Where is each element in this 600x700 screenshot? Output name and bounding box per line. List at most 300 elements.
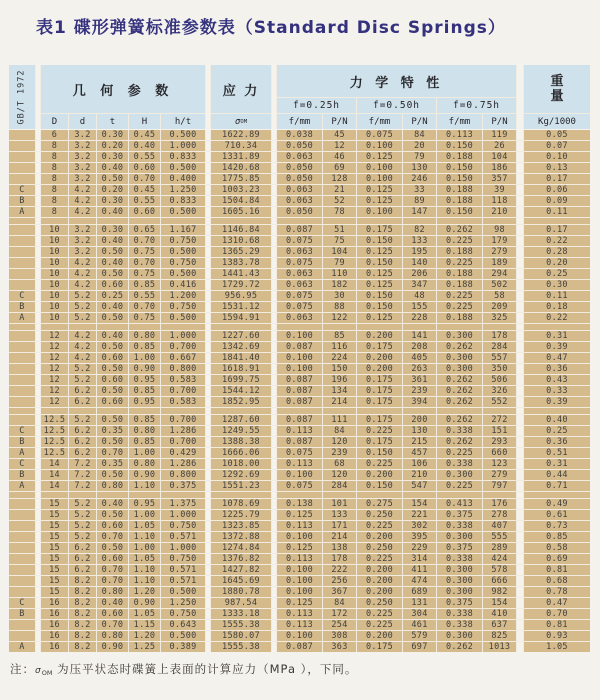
data-cell: 0.44: [524, 470, 590, 480]
data-cell: 256: [323, 576, 356, 586]
separator-cell: [211, 218, 271, 224]
data-cell: 0.40: [97, 499, 128, 509]
data-cell: 78: [323, 207, 356, 217]
grade-cell: [9, 225, 35, 235]
data-cell: 134: [323, 386, 356, 396]
gutter: [517, 163, 523, 173]
data-cell: 0.50: [97, 342, 128, 352]
separator-cell: [97, 492, 128, 498]
data-cell: 0.338: [437, 521, 482, 531]
separator-cell: [437, 218, 482, 224]
gutter: [206, 258, 210, 268]
data-cell: 710.34: [211, 141, 271, 151]
data-cell: 84: [323, 598, 356, 608]
data-cell: 12: [41, 375, 68, 385]
data-cell: 0.78: [524, 587, 590, 597]
separator-cell: [129, 324, 160, 330]
data-cell: 0.050: [277, 174, 322, 184]
data-cell: 10: [41, 302, 68, 312]
data-cell: 0.17: [524, 225, 590, 235]
data-cell: 0.175: [357, 397, 402, 407]
data-cell: 4.2: [69, 331, 96, 341]
data-cell: 0.47: [524, 353, 590, 363]
data-cell: 147: [403, 207, 436, 217]
data-cell: 0.583: [161, 375, 205, 385]
data-cell: 0.85: [129, 437, 160, 447]
data-cell: 0.400: [161, 174, 205, 184]
gutter: [206, 196, 210, 206]
data-cell: 0.71: [524, 481, 590, 491]
gutter: [206, 620, 210, 630]
data-cell: 555: [483, 532, 516, 542]
gutter: [272, 152, 276, 162]
data-cell: 0.338: [437, 609, 482, 619]
data-cell: 5.2: [69, 375, 96, 385]
data-cell: 0.113: [277, 521, 322, 531]
data-cell: 210: [483, 207, 516, 217]
data-cell: 4.2: [69, 258, 96, 268]
data-cell: 1.286: [161, 459, 205, 469]
data-cell: 111: [323, 415, 356, 425]
gutter: [36, 576, 40, 586]
data-cell: 0.200: [357, 565, 402, 575]
separator-cell: [524, 218, 590, 224]
data-cell: 697: [403, 642, 436, 652]
data-cell: 0.40: [97, 207, 128, 217]
data-cell: 210: [403, 470, 436, 480]
data-cell: 0.95: [129, 499, 160, 509]
data-cell: 10: [41, 247, 68, 257]
gutter: [36, 196, 40, 206]
data-cell: 0.60: [97, 609, 128, 619]
data-cell: 1645.69: [211, 576, 271, 586]
data-cell: 294: [483, 269, 516, 279]
data-cell: 405: [403, 353, 436, 363]
grade-cell: C: [9, 598, 35, 608]
data-cell: 75: [323, 236, 356, 246]
data-cell: 0.188: [437, 247, 482, 257]
data-cell: 0.300: [437, 532, 482, 542]
data-cell: 0.50: [97, 415, 128, 425]
table-header: [9, 65, 590, 129]
data-cell: 0.55: [129, 196, 160, 206]
data-cell: 12: [41, 331, 68, 341]
gutter: [36, 152, 40, 162]
data-cell: 1594.91: [211, 313, 271, 323]
gutter: [517, 543, 523, 553]
data-cell: 1013: [483, 642, 516, 652]
data-cell: 0.125: [277, 543, 322, 553]
data-cell: 5.2: [69, 291, 96, 301]
data-cell: 0.30: [97, 196, 128, 206]
data-cell: 26: [483, 141, 516, 151]
data-cell: 208: [403, 342, 436, 352]
gutter: [36, 426, 40, 436]
column-header-p-n-2: P/N: [403, 114, 436, 129]
gutter: [517, 386, 523, 396]
data-cell: 1.375: [161, 499, 205, 509]
data-cell: 0.200: [357, 470, 402, 480]
data-cell: 4.2: [69, 342, 96, 352]
data-cell: 825: [483, 631, 516, 641]
data-cell: 0.100: [277, 587, 322, 597]
data-cell: 15: [41, 565, 68, 575]
data-cell: 0.40: [97, 236, 128, 246]
data-cell: 0.175: [357, 342, 402, 352]
data-cell: 6.2: [69, 543, 96, 553]
data-cell: 1.000: [161, 510, 205, 520]
data-cell: 246: [403, 174, 436, 184]
table-body: [9, 130, 590, 652]
data-cell: 0.188: [437, 152, 482, 162]
grade-cell: B: [9, 196, 35, 206]
data-cell: 1.10: [129, 532, 160, 542]
data-cell: 284: [323, 481, 356, 491]
data-cell: 5.2: [69, 521, 96, 531]
gutter: [272, 207, 276, 217]
footnote: 注：$\sigma_{OM}$ 为压平状态时碟簧上表面的计算应力（MPa ），下同。: [10, 662, 358, 677]
data-cell: 0.500: [161, 247, 205, 257]
gutter: [36, 470, 40, 480]
data-cell: 1420.68: [211, 163, 271, 173]
gutter: [206, 598, 210, 608]
gutter: [36, 269, 40, 279]
data-cell: 0.175: [357, 225, 402, 235]
data-cell: 14: [41, 470, 68, 480]
data-cell: 21: [323, 185, 356, 195]
data-cell: 0.50: [97, 437, 128, 447]
data-cell: 0.70: [97, 532, 128, 542]
gutter: [206, 521, 210, 531]
data-cell: 1383.78: [211, 258, 271, 268]
data-cell: 0.087: [277, 225, 322, 235]
data-cell: 224: [323, 353, 356, 363]
gutter: [517, 196, 523, 206]
gutter: [36, 437, 40, 447]
data-cell: 15: [41, 510, 68, 520]
data-cell: 0.087: [277, 375, 322, 385]
data-cell: 0.262: [437, 225, 482, 235]
data-cell: 0.700: [161, 386, 205, 396]
gutter: [517, 247, 523, 257]
gutter: [36, 302, 40, 312]
data-cell: 0.300: [437, 576, 482, 586]
data-cell: 0.33: [524, 386, 590, 396]
data-cell: 0.200: [357, 587, 402, 597]
data-cell: 1618.91: [211, 364, 271, 374]
grade-cell: C: [9, 459, 35, 469]
gutter: [36, 642, 40, 652]
data-cell: 0.175: [357, 386, 402, 396]
grade-cell: A: [9, 481, 35, 491]
gutter: [36, 543, 40, 553]
gutter: [36, 342, 40, 352]
gutter: [517, 185, 523, 195]
data-cell: 0.93: [524, 631, 590, 641]
gutter: [272, 481, 276, 491]
grade-cell: [9, 620, 35, 630]
data-cell: 0.225: [357, 521, 402, 531]
gutter: [517, 499, 523, 509]
data-cell: 0.150: [437, 163, 482, 173]
gutter: [517, 65, 523, 129]
gutter: [517, 141, 523, 151]
data-cell: 1.05: [129, 609, 160, 619]
gutter: [36, 448, 40, 458]
gutter: [36, 620, 40, 630]
data-cell: 284: [483, 342, 516, 352]
grade-cell: [9, 342, 35, 352]
gutter: [36, 313, 40, 323]
gutter: [36, 207, 40, 217]
data-cell: 1.15: [129, 620, 160, 630]
data-cell: 8: [41, 196, 68, 206]
gutter: [517, 174, 523, 184]
data-cell: 0.225: [437, 258, 482, 268]
gutter: [36, 218, 40, 224]
data-cell: 16: [41, 598, 68, 608]
gutter: [272, 426, 276, 436]
separator-cell: [41, 324, 68, 330]
separator-cell: [161, 408, 205, 414]
data-cell: 0.07: [524, 141, 590, 151]
separator-cell: [357, 324, 402, 330]
data-cell: 0.28: [524, 247, 590, 257]
data-cell: 0.300: [437, 364, 482, 374]
data-cell: 0.262: [437, 415, 482, 425]
data-cell: 0.188: [437, 280, 482, 290]
data-cell: 58: [483, 291, 516, 301]
separator-cell: [129, 492, 160, 498]
data-cell: 52: [323, 196, 356, 206]
separator-cell: [323, 408, 356, 414]
data-cell: 0.667: [161, 353, 205, 363]
gutter: [272, 302, 276, 312]
gutter: [206, 291, 210, 301]
data-cell: 0.063: [277, 247, 322, 257]
data-cell: 0.81: [524, 620, 590, 630]
data-cell: 0.175: [357, 415, 402, 425]
gutter: [206, 565, 210, 575]
data-cell: 0.125: [357, 313, 402, 323]
grade-cell: C: [9, 291, 35, 301]
data-cell: 0.81: [524, 565, 590, 575]
data-cell: 0.70: [97, 576, 128, 586]
gutter: [36, 130, 40, 140]
data-cell: 0.087: [277, 386, 322, 396]
data-cell: 0.70: [97, 565, 128, 575]
data-cell: 215: [403, 437, 436, 447]
data-cell: 0.18: [524, 302, 590, 312]
gutter: [272, 174, 276, 184]
data-cell: 0.075: [277, 448, 322, 458]
data-cell: 361: [403, 375, 436, 385]
gutter: [206, 185, 210, 195]
data-cell: 0.09: [524, 196, 590, 206]
data-cell: 16: [41, 642, 68, 652]
grade-cell: [9, 141, 35, 151]
gutter: [206, 587, 210, 597]
data-cell: 0.13: [524, 163, 590, 173]
data-cell: 1003.23: [211, 185, 271, 195]
data-cell: 179: [483, 236, 516, 246]
data-cell: 394: [403, 397, 436, 407]
gutter: [206, 459, 210, 469]
column-header-H: H: [129, 114, 160, 129]
gutter: [206, 532, 210, 542]
data-cell: 1666.06: [211, 448, 271, 458]
column-header-d: d: [69, 114, 96, 129]
gutter: [206, 342, 210, 352]
gutter: [36, 631, 40, 641]
data-cell: 15: [41, 499, 68, 509]
data-cell: 0.31: [524, 331, 590, 341]
gutter: [517, 565, 523, 575]
data-cell: 0.125: [277, 510, 322, 520]
data-cell: 8.2: [69, 620, 96, 630]
gutter: [272, 196, 276, 206]
data-cell: 0.95: [129, 375, 160, 385]
separator-cell: [357, 492, 402, 498]
data-cell: 46: [323, 152, 356, 162]
data-cell: 68: [323, 459, 356, 469]
gutter: [517, 532, 523, 542]
data-cell: 0.075: [277, 236, 322, 246]
column-header-f-mm-1: f/mm: [277, 114, 322, 129]
grade-cell: B: [9, 470, 35, 480]
separator-cell: [524, 408, 590, 414]
deflection-025h-header: f=0.25h: [277, 98, 356, 113]
data-cell: 314: [403, 554, 436, 564]
data-cell: 0.200: [357, 364, 402, 374]
data-cell: 0.58: [524, 543, 590, 553]
data-cell: 1.167: [161, 225, 205, 235]
separator-cell: [41, 218, 68, 224]
grade-cell: [9, 331, 35, 341]
data-cell: 0.571: [161, 532, 205, 542]
data-cell: 12: [323, 141, 356, 151]
gutter: [36, 375, 40, 385]
data-cell: 0.50: [97, 510, 128, 520]
data-cell: 1287.60: [211, 415, 271, 425]
data-cell: 0.80: [97, 481, 128, 491]
data-cell: 0.225: [437, 448, 482, 458]
data-cell: 118: [483, 196, 516, 206]
grade-cell: B: [9, 437, 35, 447]
gutter: [517, 302, 523, 312]
data-cell: 0.85: [129, 280, 160, 290]
data-cell: 6.2: [69, 386, 96, 396]
data-cell: 0.416: [161, 280, 205, 290]
grade-cell: [9, 499, 35, 509]
data-cell: 6.2: [69, 426, 96, 436]
gutter: [36, 598, 40, 608]
gutter: [36, 331, 40, 341]
data-cell: 407: [483, 521, 516, 531]
data-cell: 1274.84: [211, 543, 271, 553]
data-cell: 6.2: [69, 565, 96, 575]
gutter: [272, 163, 276, 173]
gutter: [272, 364, 276, 374]
data-cell: 5.2: [69, 532, 96, 542]
data-cell: 0.338: [437, 426, 482, 436]
data-cell: 0.50: [97, 313, 128, 323]
separator-cell: [9, 324, 35, 330]
data-cell: 12: [41, 353, 68, 363]
data-cell: 12: [41, 342, 68, 352]
data-cell: 0.262: [437, 342, 482, 352]
data-cell: 104: [323, 247, 356, 257]
data-cell: 666: [483, 576, 516, 586]
separator-cell: [9, 492, 35, 498]
data-cell: 0.75: [129, 269, 160, 279]
data-cell: 0.85: [129, 342, 160, 352]
data-cell: 15: [41, 576, 68, 586]
gutter: [272, 510, 276, 520]
data-cell: 20: [403, 141, 436, 151]
data-cell: 1841.40: [211, 353, 271, 363]
gutter: [36, 499, 40, 509]
grade-cell: [9, 258, 35, 268]
gutter: [206, 313, 210, 323]
mechanical-section-header: 力 学 特 性: [277, 65, 516, 97]
data-cell: 302: [403, 521, 436, 531]
data-cell: 0.35: [97, 459, 128, 469]
data-cell: 1880.78: [211, 587, 271, 597]
gutter: [36, 280, 40, 290]
separator-cell: [161, 492, 205, 498]
gutter: [206, 470, 210, 480]
data-cell: 1376.82: [211, 554, 271, 564]
data-cell: 0.429: [161, 448, 205, 458]
data-cell: 0.300: [437, 587, 482, 597]
data-cell: 6.2: [69, 397, 96, 407]
data-cell: 0.225: [357, 426, 402, 436]
data-cell: 0.100: [357, 163, 402, 173]
data-cell: 0.200: [357, 576, 402, 586]
data-cell: 424: [483, 554, 516, 564]
data-cell: 6.2: [69, 437, 96, 447]
grade-cell: B: [9, 609, 35, 619]
gutter: [36, 291, 40, 301]
gutter: [206, 437, 210, 447]
data-cell: 128: [323, 174, 356, 184]
data-cell: 0.100: [357, 174, 402, 184]
data-cell: 15: [41, 587, 68, 597]
data-cell: 3.2: [69, 247, 96, 257]
gutter: [36, 481, 40, 491]
gutter: [206, 386, 210, 396]
data-cell: 0.60: [129, 163, 160, 173]
data-cell: 0.70: [129, 258, 160, 268]
data-cell: 1365.29: [211, 247, 271, 257]
standard-disc-springs-table: [9, 65, 590, 652]
data-cell: 120: [323, 470, 356, 480]
data-cell: 0.338: [437, 459, 482, 469]
grade-cell: [9, 163, 35, 173]
data-cell: 131: [403, 598, 436, 608]
separator-cell: [437, 324, 482, 330]
data-cell: 0.750: [161, 609, 205, 619]
data-cell: 1.05: [129, 521, 160, 531]
deflection-050h-header: f=0.50h: [357, 98, 436, 113]
gutter: [206, 415, 210, 425]
data-cell: 3.2: [69, 174, 96, 184]
data-cell: 186: [483, 163, 516, 173]
data-cell: 154: [483, 598, 516, 608]
gutter: [206, 375, 210, 385]
grade-cell: A: [9, 313, 35, 323]
